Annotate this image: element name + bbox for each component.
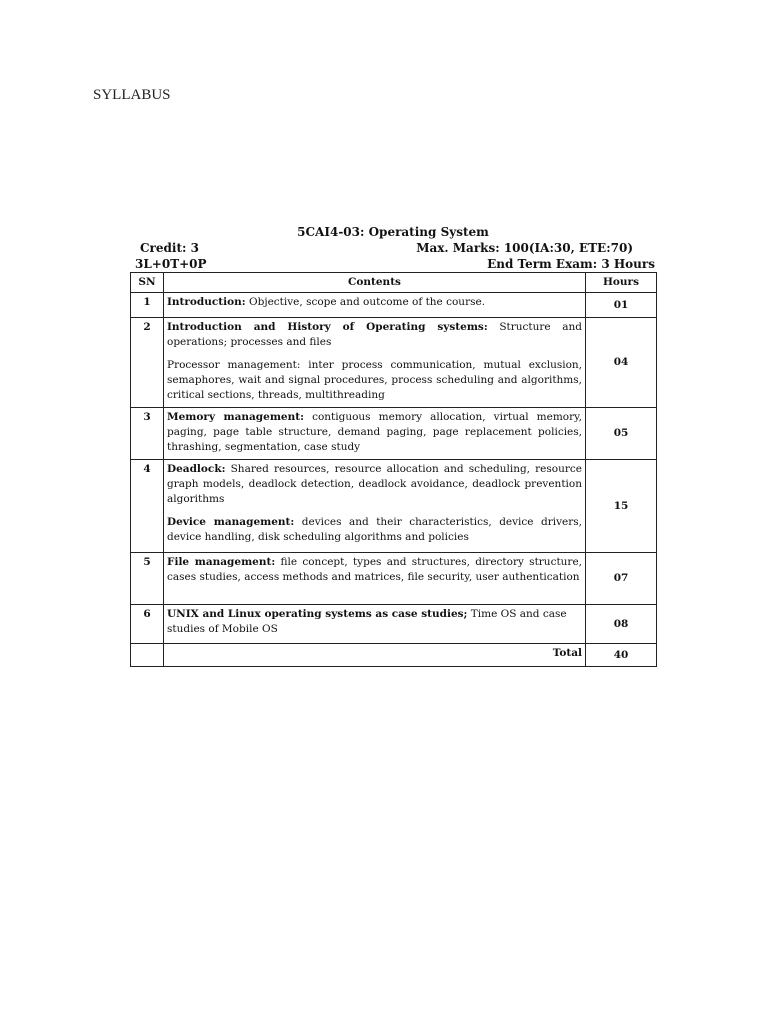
row-contents xyxy=(164,293,586,318)
topic-text: devices and their characteristics, device drivers, device handling, disk scheduling algorithms and policies xyxy=(167,516,582,543)
row-sn: 3 xyxy=(131,408,164,460)
topic-title: Introduction: xyxy=(167,296,246,308)
table-row xyxy=(131,408,657,460)
topic-text: Processor management: inter process communication, mutual exclusion, semaphores, wait and signal procedures, process scheduling and algorithms, critical sections, threads, multithreading xyxy=(167,359,582,401)
topic-title: Memory management: xyxy=(167,411,304,423)
row-contents xyxy=(164,460,586,553)
course-credit: Credit: 3 xyxy=(140,241,199,255)
total-sn-empty xyxy=(131,644,164,667)
topic-text: Objective, scope and outcome of the course. xyxy=(245,296,486,308)
table-row xyxy=(131,460,657,553)
table-row xyxy=(131,553,657,605)
topic-title: Introduction and History of Operating systems: xyxy=(167,321,488,333)
table-total-row xyxy=(131,644,657,667)
topic-title: File management: xyxy=(167,556,276,568)
row-contents xyxy=(164,408,586,460)
row-sn: 4 xyxy=(131,460,164,553)
row-hours: 01 xyxy=(586,293,657,318)
syllabus-table xyxy=(130,272,657,667)
course-exam-duration: End Term Exam: 3 Hours xyxy=(487,257,655,271)
topic-title: Device management: xyxy=(167,516,295,528)
topic-text: Time OS and case studies of Mobile OS xyxy=(167,608,567,635)
course-ltp: 3L+0T+0P xyxy=(135,257,207,271)
topic-text: file concept, types and structures, directory structure, cases studies, access methods and matrices, file security, user authentication xyxy=(167,556,582,583)
course-max-marks: Max. Marks: 100(IA:30, ETE:70) xyxy=(416,241,633,255)
row-contents xyxy=(164,318,586,408)
header-sn: SN xyxy=(131,273,164,293)
row-hours: 07 xyxy=(586,553,657,605)
row-hours: 05 xyxy=(586,408,657,460)
row-contents xyxy=(164,553,586,605)
table-row xyxy=(131,318,657,408)
topic-text: Shared resources, resource allocation and scheduling, resource graph models, deadlock detection, deadlock avoidance, deadlock prevention algorithms xyxy=(167,463,582,505)
table-row xyxy=(131,293,657,318)
topic-text: contiguous memory allocation, virtual memory, paging, page table structure, demand paging, page replacement policies, thrashing, segmentation, case study xyxy=(167,411,582,453)
header-contents: Contents xyxy=(164,273,586,293)
table-header-row xyxy=(131,273,657,293)
topic-title: UNIX and Linux operating systems as case studies; xyxy=(167,608,468,620)
topic-title: Deadlock: xyxy=(167,463,226,475)
row-sn: 2 xyxy=(131,318,164,408)
header-hours: Hours xyxy=(586,273,657,293)
total-hours: 40 xyxy=(586,644,657,667)
course-title: 5CAI4-03: Operating System xyxy=(297,225,489,239)
row-hours: 04 xyxy=(586,318,657,408)
page-heading: SYLLABUS xyxy=(93,87,171,103)
row-sn: 6 xyxy=(131,605,164,644)
total-label: Total xyxy=(164,644,586,667)
row-hours: 08 xyxy=(586,605,657,644)
row-sn: 1 xyxy=(131,293,164,318)
table-row xyxy=(131,605,657,644)
row-hours: 15 xyxy=(586,460,657,553)
row-sn: 5 xyxy=(131,553,164,605)
row-contents xyxy=(164,605,586,644)
topic-text: Structure and operations; processes and files xyxy=(167,321,582,348)
